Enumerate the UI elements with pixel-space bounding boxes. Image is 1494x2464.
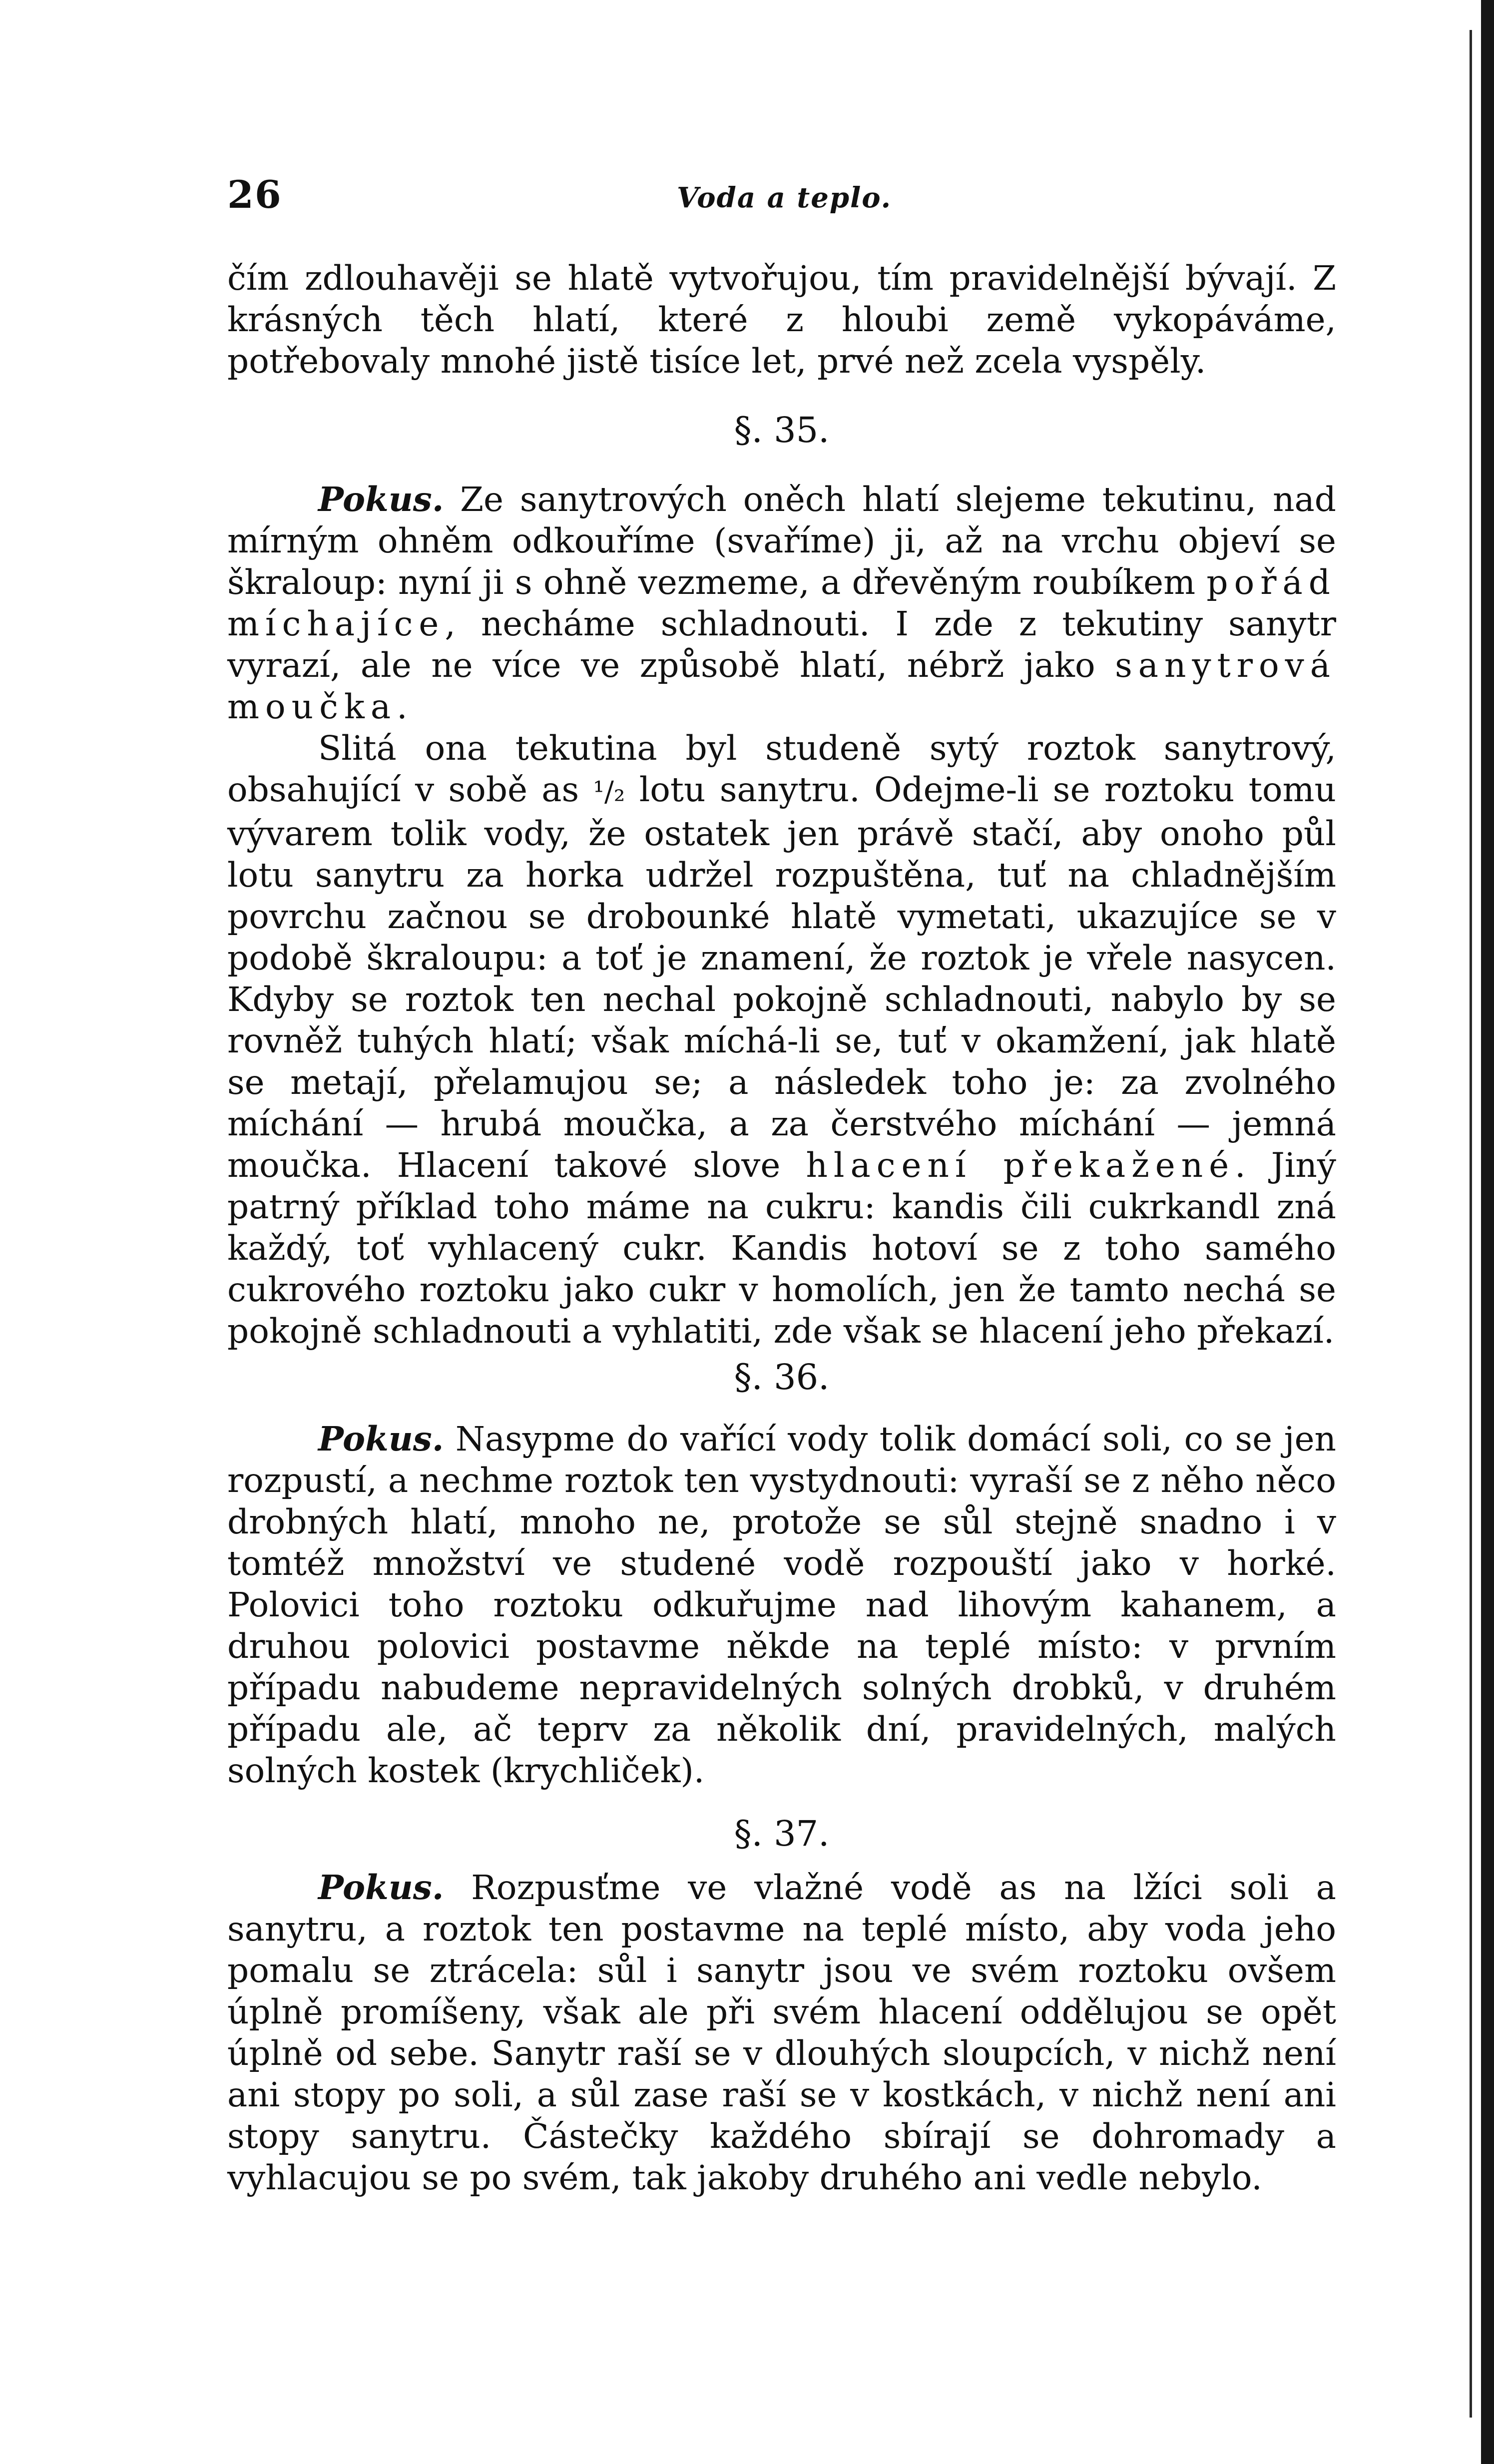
emphasis-spaced: pořád míchajíce — [227, 562, 1336, 643]
section-heading-35: §. 35. — [734, 410, 830, 451]
section-35-paragraph-2: Slitá ona tekutina byl studeně sytý roztok sanytrový, obsahující v sobě as ¹/₂ lotu sanytru. Odejme-li se roztoku tomu vývarem tolik vody, že ostatek jen právě stačí, aby onoho půl lotu sanytru za horka udržel rozpuštěna, tuť na chladnějším povrchu začnou se drobounké hlatě vymetati, ukazujíce se v podobě škraloupu: a toť je znamení, že roztok je vřele nasycen. Kdyby se roztok ten nechal pokojně schladnouti, nabylo by se rovněž tuhých hlatí; však míchá-li se, tuť v okamžení, jak hlatě se metají, přelamujou se; a následek toho je: za zvolného míchání — hrubá moučka, a za čerstvého míchání — jemná moučka. Hlacení takové slove hlacení překažené. Jiný patrný příklad toho máme na cukru: kandis čili cukrkandl zná každý, toť vyhlacený cukr. Kandis hotoví se z toho samého cukrového roztoku jako cukr v homolích, jen že tamto nechá se pokojně schladnouti a vyhlatiti, zde však se hlacení jeho překazí. — [227, 728, 1336, 1351]
emphasis-spaced: hlacení překažené — [806, 1145, 1235, 1185]
fraction: ¹/₂ — [593, 776, 625, 808]
section-35-body — [227, 479, 1336, 1352]
running-title: Voda a teplo. — [677, 181, 892, 214]
experiment-label: Pokus. — [318, 480, 444, 519]
page-number: 26 — [227, 172, 282, 217]
intro-paragraph — [227, 257, 1336, 382]
section-37-body — [227, 1867, 1336, 2198]
page-header — [227, 172, 1336, 232]
section-heading-37: §. 37. — [734, 1813, 830, 1854]
section-36-body — [227, 1418, 1336, 1791]
scan-border-line — [1470, 30, 1472, 2418]
section-37-paragraph: Pokus. Rozpusťme ve vlažné vodě as na lžíci soli a sanytru, a roztok ten postavme na teplé místo, aby voda jeho pomalu se ztrácela: sůl i sanytr jsou ve svém roztoku ovšem úplně promíšeny, však ale při svém hlacení oddělujou se opět úplně od sebe. Sanytr raší se v dlouhých sloupcích, v nichž není ani stopy po soli, a sůl zase raší se v kostkách, v nichž není ani stopy sanytru. Částečky každého sbírají se dohromady a vyhlacujou se po svém, tak jakoby druhého ani vedle nebylo. — [227, 1868, 1336, 2197]
section-35-paragraph-1: Pokus. Ze sanytrových oněch hlatí slejeme tekutinu, nad mírným ohněm odkouříme (svaříme) ji, až na vrchu objeví se škraloup: nyní ji s ohně vezmeme, a dřevěným roubíkem pořád míchajíce, necháme schladnouti. I zde z tekutiny sanytr vyrazí, ale ne více ve způsobě hlatí, nébrž jako sanytrová moučka. — [227, 480, 1336, 726]
scan-edge — [1481, 0, 1494, 2464]
emphasis-spaced: sanytrová moučka — [227, 645, 1336, 726]
intro-text: čím zdlouhavěji se hlatě vytvořujou, tím pravidelnější bývají. Z krásných těch hlatí, které z hloubi země vykopáváme, potřebovaly mnohé jistě tisíce let, prvé než zcela vyspěly. — [227, 258, 1336, 381]
section-36-paragraph: Pokus. Nasypme do vařící vody tolik domácí soli, co se jen rozpustí, a nechme roztok ten vystydnouti: vyraší se z něho něco drobných hlatí, mnoho ne, protože se sůl stejně snadno i v tomtéž množství ve studené vodě rozpouští jako v horké. Polovici toho roztoku odkuřujme nad lihovým kahanem, a druhou polovici postavme někde na teplé místo: v prvním případu nabudeme nepravidelných solných drobků, v druhém případu ale, ač teprv za několik dní, pravidelných, malých solných kostek (krychliček). — [227, 1419, 1336, 1790]
experiment-label: Pokus. — [318, 1419, 444, 1459]
section-heading-36: §. 36. — [734, 1357, 830, 1398]
experiment-label: Pokus. — [318, 1868, 444, 1907]
